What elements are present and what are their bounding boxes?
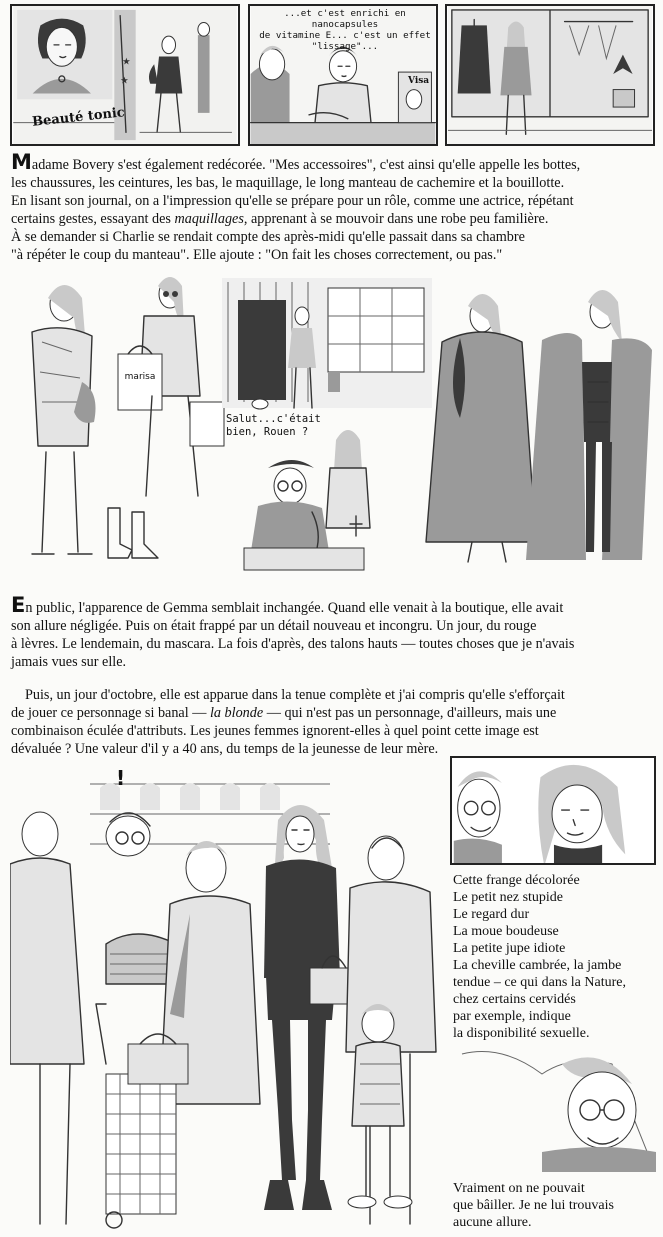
- exclamation-mark: !: [116, 766, 126, 790]
- panel-boutique-window: [445, 4, 655, 146]
- poem-line-6: La cheville cambrée, la jambe: [453, 958, 622, 973]
- gemma-shopping-sketch: [12, 272, 656, 580]
- paragraph1-line3: En lisant son journal, on a l'impression qu'elle se prépare pour un rôle, comme une actrice, répétant: [11, 193, 574, 209]
- marisa-bag-label: marisa: [124, 372, 156, 382]
- svg-text:★: ★: [120, 75, 129, 87]
- poem-line-2: Le petit nez stupide: [453, 890, 564, 905]
- panel-beaute-tonic: [10, 4, 240, 146]
- paragraph1-line6: "à répéter le coup du manteau". Elle ajoute : "On fait les choses correctement, ou pas.": [11, 247, 503, 263]
- paragraph1-line2: les chaussures, les ceintures, les bas, le maquillage, le long manteau de cachemire et la bouillotte.: [11, 175, 565, 191]
- boutique-window-illustration: [447, 6, 653, 144]
- old-man-glasses-sketch: [452, 1044, 656, 1172]
- paragraph1-line4: certains gestes, essayant des maquillages, apprenant à se mouvoir dans une robe peu familière.: [11, 211, 549, 227]
- bakery-queue-sketch: [10, 764, 442, 1230]
- dropcap-m: M: [11, 150, 32, 174]
- paragraph2-line4: jamais vues sur elle.: [11, 654, 127, 670]
- poem-line-10: la disponibilité sexuelle.: [453, 1026, 590, 1041]
- dropcap-e: E: [11, 593, 26, 617]
- visa-sticker: Visa: [408, 76, 430, 86]
- bakery-queue-illustration: [10, 764, 442, 1230]
- paragraph1-line1: Madame Bovery s'est également redécorée. "Mes accessoires", c'est ainsi qu'elle appelle les bottes,: [11, 150, 581, 174]
- saleswoman-speech-balloon: ...et c'est enrichi en nanocapsules de vitamine E... c'est un effet "lissage"...: [259, 8, 431, 52]
- middle-illustration: [12, 272, 656, 580]
- paragraph-octobre: [11, 686, 659, 758]
- paragraph3-line3: combinaison éculée d'attributs. Les jeunes femmes ignorent-elles à quel point cette image est: [11, 723, 539, 739]
- svg-text:★: ★: [122, 56, 131, 68]
- paragraph2-line3: à lèvres. Le lendemain, du mascara. La fois d'après, des talons hauts — toutes choses que je n'avais: [11, 636, 575, 652]
- closing-text: Vraiment on ne pouvait que bâiller. Je ne lui trouvais aucune allure.: [453, 1181, 614, 1230]
- paragraph3-line1: Puis, un jour d'octobre, elle est apparue dans la tenue complète et j'ai compris qu'elle s'efforçait: [25, 687, 565, 703]
- poem-line-3: Le regard dur: [453, 907, 530, 922]
- paragraph1-line5: À se demander si Charlie se rendait compte des après-midi qu'elle passait dans sa chambre: [11, 229, 525, 245]
- paragraph-en-public: [11, 593, 659, 671]
- two-faces-illustration: [452, 758, 654, 863]
- panel-vitamin-e: [248, 4, 438, 146]
- paragraph2-line2: son allure négligée. Puis on était frappé par un détail nouveau et incongru. Un jour, du rouge: [11, 618, 537, 634]
- old-man-sketch: [452, 1044, 656, 1172]
- paragraph3-line2: de jouer ce personnage si banal — la blonde — qui n'est pas un personnage, d'ailleurs, mais une: [11, 705, 557, 721]
- paragraph-madame-bovery: [11, 150, 659, 264]
- poem-line-8: chez certains cervidés: [453, 992, 576, 1007]
- panel-two-faces: [450, 756, 656, 865]
- paragraph3-line4: dévaluée ? Une valeur d'il y a 40 ans, du temps de la jeunesse de leur mère.: [11, 741, 439, 757]
- salut-rouen-balloon: Salut...c'était bien, Rouen ?: [226, 413, 321, 438]
- poem-line-7: tendue – ce qui dans la Nature,: [453, 975, 626, 990]
- poem-line-5: La petite jupe idiote: [453, 941, 566, 956]
- poem-blonde-description: [453, 872, 653, 1042]
- poem-line-4: La moue boudeuse: [453, 924, 559, 939]
- poem-line-9: par exemple, indique: [453, 1009, 571, 1024]
- shop-sign: Beauté tonic: [31, 105, 126, 130]
- paragraph2-line1: En public, l'apparence de Gemma semblait inchangée. Quand elle venait à la boutique, elle avait: [11, 593, 564, 617]
- poem-line-1: Cette frange décolorée: [453, 873, 580, 888]
